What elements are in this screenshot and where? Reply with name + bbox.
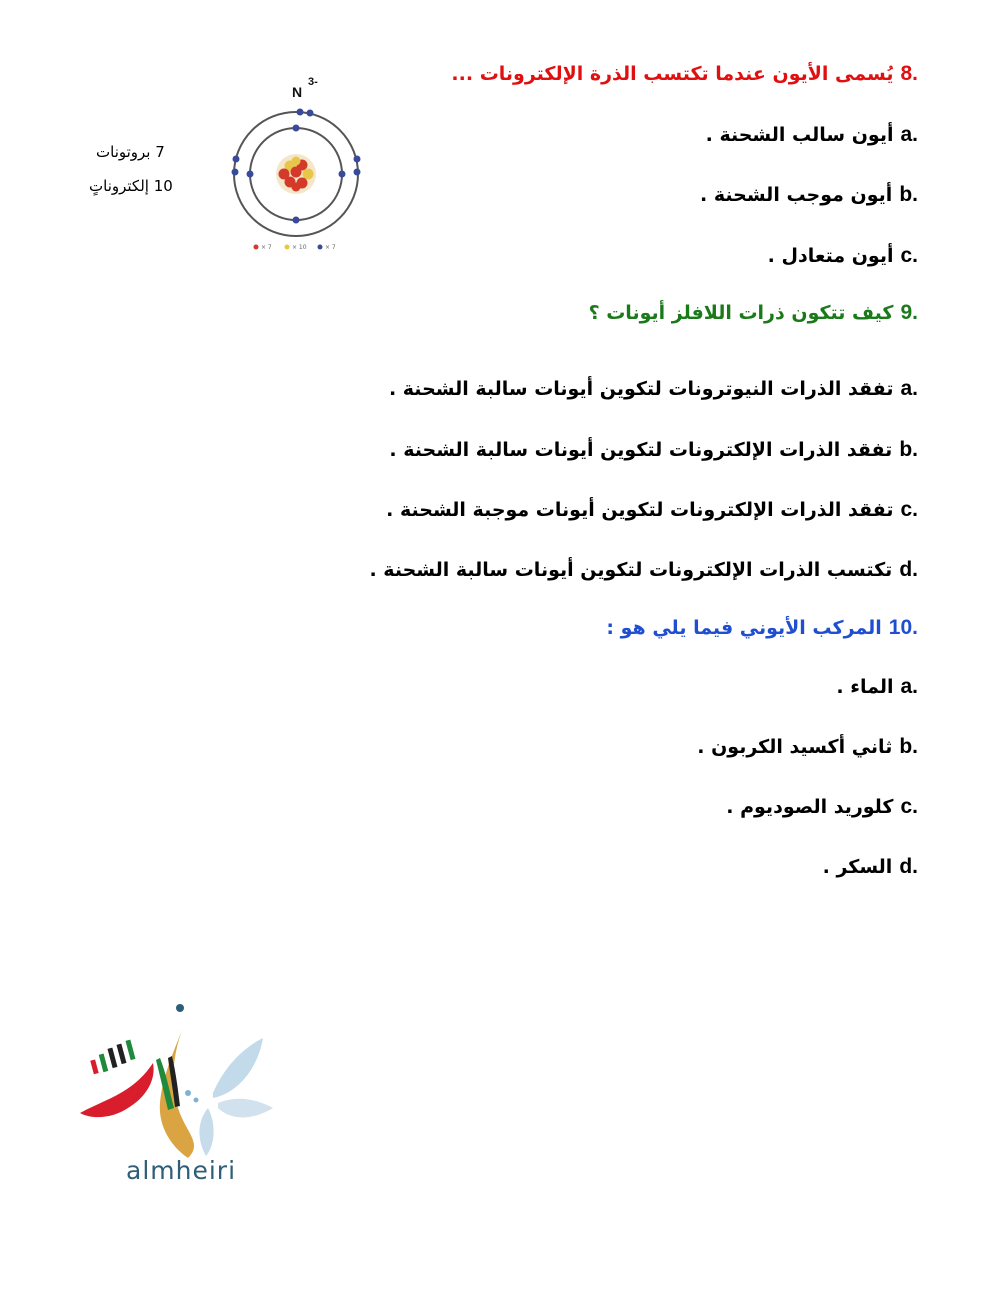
option-letter: c. xyxy=(900,498,918,521)
option-letter: b. xyxy=(899,183,918,206)
question-number: 10. xyxy=(888,616,918,639)
nucleus xyxy=(276,154,316,194)
option-text: تفقد الذرات الإلكترونات لتكوين أيونات موجبة الشحنة . xyxy=(386,499,894,521)
question-10 xyxy=(606,616,918,640)
logo-text: almheiri xyxy=(126,1156,237,1185)
option-letter: c. xyxy=(900,795,918,818)
option-text: أيون موجب الشحنة . xyxy=(700,184,893,206)
option[interactable] xyxy=(768,244,918,268)
question-text: المركب الأيوني فيما يلي هو : xyxy=(606,617,882,639)
question-text: كيف تتكون ذرات اللافلز أيونات ؟ xyxy=(588,302,894,324)
option-text: أيون سالب الشحنة . xyxy=(705,124,894,146)
nitrogen-ion-diagram xyxy=(220,70,370,255)
option-letter: b. xyxy=(899,438,918,461)
option[interactable] xyxy=(386,498,918,522)
option-text: تكتسب الذرات الإلكترونات لتكوين أيونات سالبة الشحنة . xyxy=(369,559,893,581)
protons-label: 7 بروتونات xyxy=(96,143,165,161)
legend-electrons: × 7 xyxy=(325,244,336,251)
option-letter: a. xyxy=(900,123,918,146)
option-text: كلوريد الصوديوم . xyxy=(726,796,894,818)
option-text: الماء . xyxy=(836,676,894,698)
option[interactable] xyxy=(700,183,918,207)
option[interactable] xyxy=(726,795,918,819)
question-8 xyxy=(451,62,918,86)
legend-neutrons: × 10 xyxy=(292,244,307,251)
option-letter: d. xyxy=(899,558,918,581)
option-text: ثاني أكسيد الكربون . xyxy=(697,736,893,758)
question-9 xyxy=(589,301,918,325)
option-text: تفقد الذرات الإلكترونات لتكوين أيونات سالبة الشحنة . xyxy=(389,439,893,461)
option-letter: d. xyxy=(899,855,918,878)
option[interactable] xyxy=(389,438,918,462)
option-letter: a. xyxy=(900,377,918,400)
option-text: أيون متعادل . xyxy=(767,245,894,267)
legend-protons: × 7 xyxy=(261,244,272,251)
question-number: 9. xyxy=(900,301,918,324)
option[interactable] xyxy=(836,675,918,699)
ion-charge: 3- xyxy=(308,76,318,88)
element-symbol: N xyxy=(292,84,303,100)
option-letter: b. xyxy=(899,735,918,758)
option[interactable] xyxy=(369,558,918,582)
legend xyxy=(254,244,336,251)
electrons-label: 10 إلكتروناتٍ xyxy=(89,177,173,195)
question-text: يُسمى الأيون عندما تكتسب الذرة الإلكترونات ... xyxy=(451,63,894,85)
option[interactable] xyxy=(697,735,918,759)
option[interactable] xyxy=(706,123,918,147)
option-letter: c. xyxy=(900,244,918,267)
option-letter: a. xyxy=(900,675,918,698)
logo-emblem xyxy=(78,998,278,1158)
option[interactable] xyxy=(389,377,918,401)
option-text: السكر . xyxy=(822,856,893,878)
almheiri-logo xyxy=(78,998,278,1193)
option[interactable] xyxy=(823,855,918,879)
option-text: تفقد الذرات النيوترونات لتكوين أيونات سالبة الشحنة . xyxy=(388,378,894,400)
question-number: 8. xyxy=(900,62,918,85)
